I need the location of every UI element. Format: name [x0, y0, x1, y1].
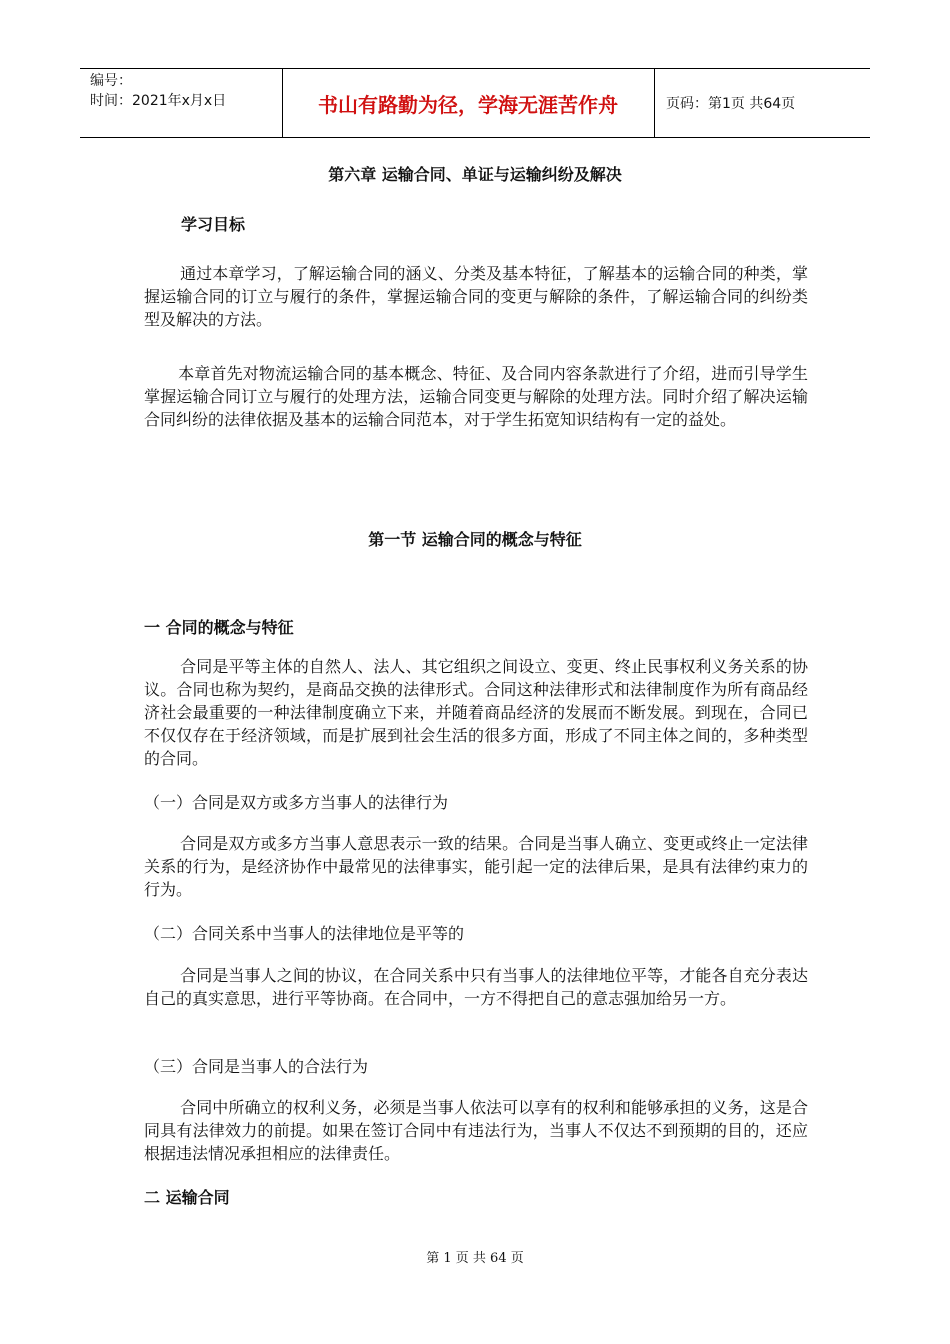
item-1-paragraph — [144, 832, 808, 901]
intro-paragraph — [144, 362, 808, 431]
header-page-info: 页码：第1页 共64页 — [666, 96, 796, 112]
item-1-heading: （一）合同是双方或多方当事人的法律行为 — [144, 793, 449, 812]
chapter-title: 第六章 运输合同、单证与运输纠纷及解决 — [328, 165, 622, 184]
page-footer: 第 1 页 共 64 页 — [426, 1251, 524, 1266]
subsection-1-paragraph — [144, 655, 808, 770]
subsection-1-text: 合同是平等主体的自然人、法人、其它组织之间设立、变更、终止民事权利义务关系的协议。合同也称为契约，是商品交换的法律形式。合同这种法律形式和法律制度作为所有商品经济社会最重要的一种法律制度确立下来，并随着商品经济的发展而不断发展。到现在，合同已不仅仅存在于经济领域，而是扩展到社会生活的很多方面，形成了不同主体之间的，多种类型的合同。 — [144, 657, 808, 768]
serial-label: 编号： — [90, 73, 132, 89]
item-2-paragraph — [144, 964, 808, 1010]
document-header — [80, 68, 870, 138]
item-2-text: 合同是当事人之间的协议，在合同关系中只有当事人的法律地位平等，才能各自充分表达自己的真实意思，进行平等协商。在合同中，一方不得把自己的意志强加给另一方。 — [144, 966, 808, 1008]
objectives-heading: 学习目标 — [181, 215, 246, 234]
objectives-text: 通过本章学习，了解运输合同的涵义、分类及基本特征，了解基本的运输合同的种类，掌握运输合同的订立与履行的条件，掌握运输合同的变更与解除的条件，了解运输合同的纠纷类型及解决的方法。 — [144, 264, 808, 329]
subsection-2-heading: 二 运输合同 — [144, 1188, 230, 1207]
item-1-text: 合同是双方或多方当事人意思表示一致的结果。合同是当事人确立、变更或终止一定法律关系的行为，是经济协作中最常见的法律事实，能引起一定的法律后果，是具有法律约束力的行为。 — [144, 834, 808, 899]
objectives-paragraph — [144, 262, 808, 331]
item-2-heading: （二）合同关系中当事人的法律地位是平等的 — [144, 924, 465, 943]
item-3-paragraph — [144, 1096, 808, 1165]
item-3-text: 合同中所确立的权利义务，必须是当事人依法可以享有的权利和能够承担的义务，这是合同具有法律效力的前提。如果在签订合同中有违法行为，当事人不仅达不到预期的目的，还应根据违法情况承担相应的法律责任。 — [144, 1098, 808, 1163]
subsection-1-heading: 一 合同的概念与特征 — [144, 618, 294, 637]
intro-text: 本章首先对物流运输合同的基本概念、特征、及合同内容条款进行了介绍，进而引导学生掌握运输合同订立与履行的处理方法，运输合同变更与解除的处理方法。同时介绍了解决运输合同纠纷的法律依据及基本的运输合同范本，对于学生拓宽知识结构有一定的益处。 — [144, 364, 808, 429]
date-label: 时间：2021年x月x日 — [90, 93, 227, 109]
section-title: 第一节 运输合同的概念与特征 — [368, 530, 582, 549]
header-divider — [654, 69, 655, 137]
header-motto: 书山有路勤为径，学海无涯苦作舟 — [318, 92, 618, 117]
item-3-heading: （三）合同是当事人的合法行为 — [144, 1057, 369, 1076]
header-meta — [90, 71, 226, 111]
